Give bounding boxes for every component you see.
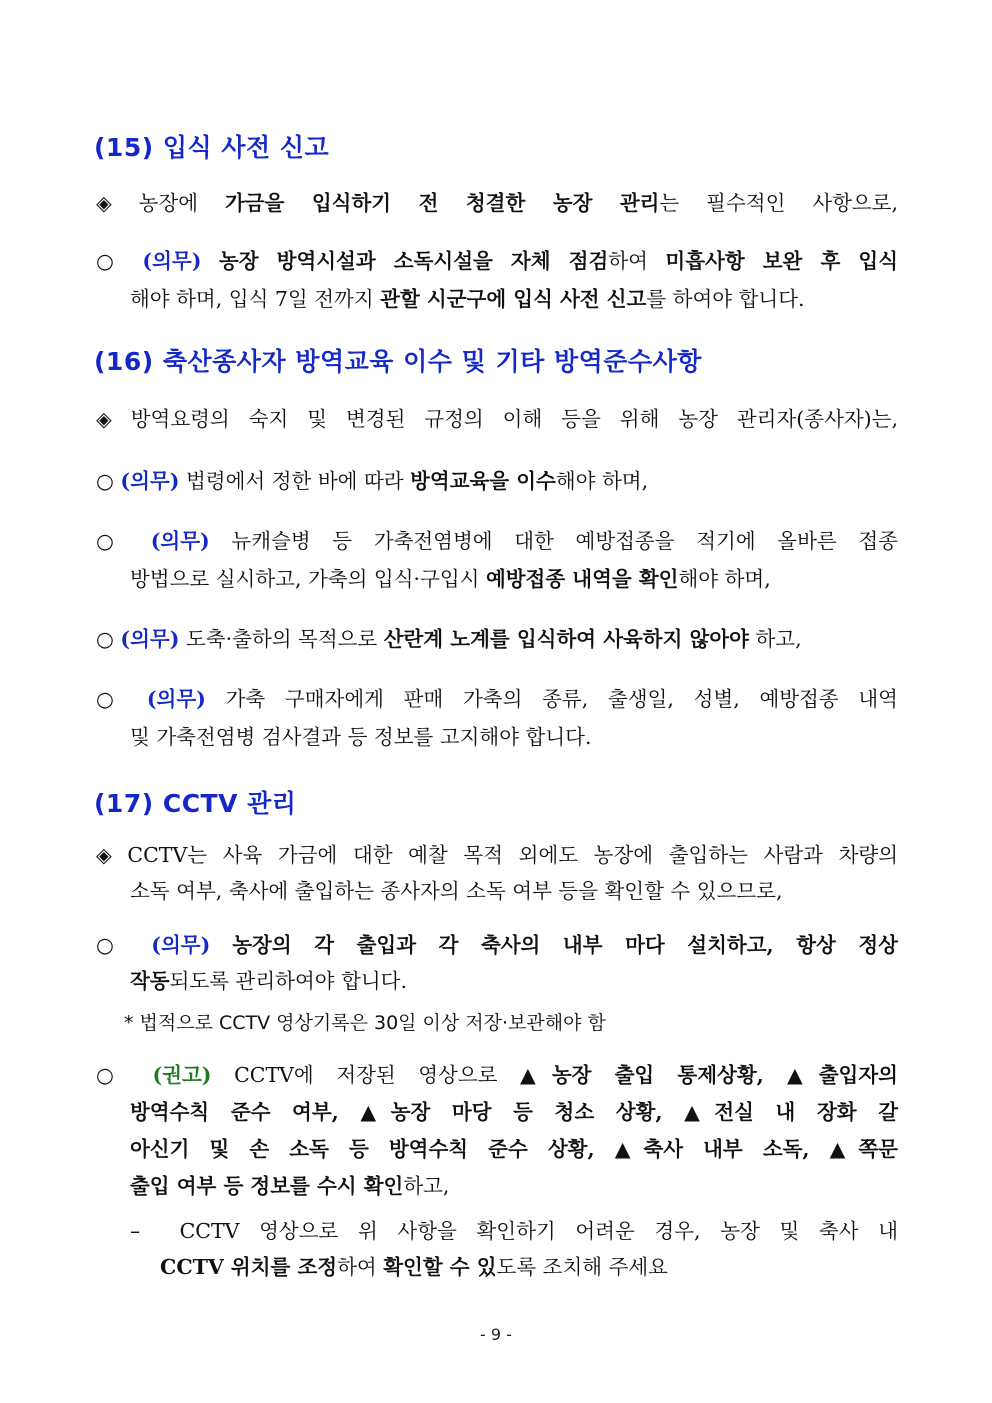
item-15-1-cont: 해야 하며, 입식 7일 전까지 관할 시군구에 입식 사전 신고를 하여야 합니다. bbox=[130, 287, 805, 311]
item-16-2-cont: 방법으로 실시하고, 가축의 입식·구입시 예방접종 내역을 확인해야 하며, bbox=[130, 567, 771, 591]
item-line: ○ (의무) 농장 방역시설과 소독시설을 자체 점검하여 미흡사항 보완 후 입식 bbox=[96, 249, 899, 273]
circle-bullet-icon: ○ bbox=[96, 1063, 130, 1087]
circle-bullet-icon: ○ bbox=[96, 249, 125, 273]
circle-bullet-icon: ○ bbox=[96, 687, 128, 711]
lead-16: ◈ 방역요령의 숙지 및 변경된 규정의 이해 등을 위해 농장 관리자(종사자)는, bbox=[96, 407, 898, 431]
item-16-4: ○ (의무) 가축 구매자에게 판매 가축의 종류, 출생일, 성별, 예방접종 내역 bbox=[96, 687, 898, 711]
item-16-4-cont: 및 가축전염병 검사결과 등 정보를 고지해야 합니다. bbox=[130, 725, 592, 749]
tag-mandatory: (의무) bbox=[120, 469, 180, 493]
lead-17: ◈ CCTV는 사육 가금에 대한 예찰 목적 외에도 농장에 출입하는 사람과 차량의 bbox=[96, 843, 898, 867]
diamond-bullet-icon: ◈ bbox=[96, 407, 112, 431]
lead-15 bbox=[96, 184, 898, 222]
item-15-1 bbox=[96, 242, 898, 280]
tag-mandatory: (의무) bbox=[120, 627, 180, 651]
sub-item-cont: CCTV 위치를 조정하여 확인할 수 있도록 조치해 주세요 bbox=[160, 1255, 668, 1279]
tag-mandatory: (의무) bbox=[142, 249, 202, 273]
item-17-2-line4: 출입 여부 등 정보를 수시 확인하고, bbox=[130, 1174, 450, 1198]
item-17-2: ○ (권고) CCTV에 저장된 영상으로 ▲농장 출입 통제상황, ▲출입자의 bbox=[96, 1063, 898, 1087]
footnote: * 법적으로 CCTV 영상기록은 30일 이상 저장·보관해야 함 bbox=[124, 1012, 606, 1034]
section-heading-15: (15) 입식 사전 신고 bbox=[94, 133, 330, 162]
sub-item: – CCTV 영상으로 위 사항을 확인하기 어려운 경우, 농장 및 축사 내 bbox=[130, 1219, 898, 1243]
item-16-3: ○ (의무) 도축·출하의 목적으로 산란계 노계를 입식하여 사육하지 않아야 하고, bbox=[96, 627, 802, 651]
item-17-1-cont: 작동되도록 관리하여야 합니다. bbox=[130, 969, 407, 993]
circle-bullet-icon: ○ bbox=[96, 469, 114, 493]
section-heading-17: (17) CCTV 관리 bbox=[94, 789, 297, 818]
section-heading-16: (16) 축산종사자 방역교육 이수 및 기타 방역준수사항 bbox=[94, 347, 702, 376]
circle-bullet-icon: ○ bbox=[96, 529, 130, 553]
lead-text: 농장에 가금을 입식하기 전 청결한 농장 관리는 필수적인 사항으로, bbox=[138, 191, 898, 215]
circle-bullet-icon: ○ bbox=[96, 933, 130, 957]
diamond-bullet-icon: ◈ bbox=[96, 191, 112, 215]
item-17-2-line3: 아신기 및 손 소독 등 방역수칙 준수 상황, ▲축사 내부 소독, ▲쪽문 bbox=[130, 1137, 898, 1161]
circle-bullet-icon: ○ bbox=[96, 627, 114, 651]
tag-mandatory: (의무) bbox=[150, 529, 210, 553]
item-17-2-line2: 방역수칙 준수 여부, ▲농장 마당 등 청소 상황, ▲전실 내 장화 갈 bbox=[130, 1100, 898, 1124]
tag-recommended: (권고) bbox=[152, 1063, 212, 1087]
lead-17-cont: 소독 여부, 축사에 출입하는 종사자의 소독 여부 등을 확인할 수 있으므로, bbox=[130, 879, 783, 903]
tag-mandatory: (의무) bbox=[146, 687, 206, 711]
tag-mandatory: (의무) bbox=[151, 933, 211, 957]
item-16-1: ○ (의무) 법령에서 정한 바에 따라 방역교육을 이수해야 하며, bbox=[96, 469, 649, 493]
page-number: - 9 - bbox=[480, 1325, 512, 1344]
dash-bullet-icon: – bbox=[130, 1219, 141, 1243]
diamond-bullet-icon: ◈ bbox=[96, 843, 112, 867]
item-17-1: ○ (의무) 농장의 각 출입과 각 축사의 내부 마다 설치하고, 항상 정상 bbox=[96, 933, 898, 957]
item-16-2: ○ (의무) 뉴캐슬병 등 가축전염병에 대한 예방접종을 적기에 올바른 접종 bbox=[96, 529, 898, 553]
